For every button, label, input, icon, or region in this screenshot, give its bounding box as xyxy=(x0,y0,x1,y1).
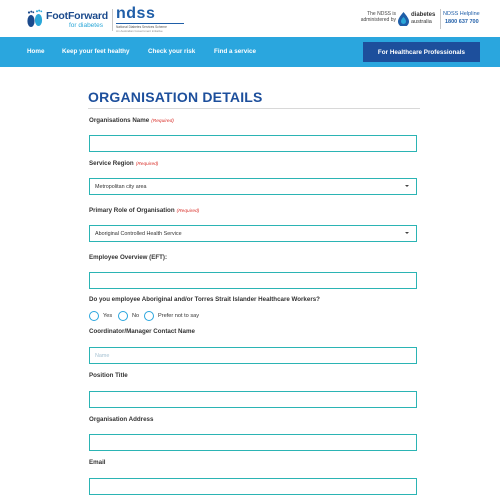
radio-yes-label[interactable]: Yes xyxy=(103,313,113,319)
healthcare-professionals-button[interactable]: For Healthcare Professionals xyxy=(363,42,480,62)
position-title-label: Position Title xyxy=(89,372,128,379)
feet-logo-icon xyxy=(25,8,45,30)
required-tag: (Required) xyxy=(135,162,159,167)
chevron-down-icon xyxy=(405,185,409,187)
contact-name-placeholder: Name xyxy=(95,353,110,359)
contact-name-input[interactable] xyxy=(89,347,417,364)
helpline-number[interactable]: 1800 637 700 xyxy=(445,19,479,25)
eft-input[interactable] xyxy=(89,272,417,289)
org-address-input[interactable] xyxy=(89,434,417,451)
ndss-logo[interactable] xyxy=(116,7,186,33)
diabetes-australia-logo[interactable] xyxy=(398,10,438,28)
ndss-initiative: An Australian Government initiative xyxy=(116,29,163,33)
diabetes-australia-line1: diabetes xyxy=(411,12,436,18)
required-tag: (Required) xyxy=(151,119,174,124)
required-tag: (Required) xyxy=(176,209,200,214)
contact-name-label: Coordinator/Manager Contact Name xyxy=(89,328,195,335)
position-title-input[interactable] xyxy=(89,391,417,408)
primary-role-value: Aboriginal Controlled Health Service xyxy=(95,230,182,237)
nav-item-check-risk[interactable]: Check your risk xyxy=(148,48,196,55)
nav-item-home[interactable]: Home xyxy=(27,48,45,55)
org-name-label: Organisations Name (Required) xyxy=(89,117,174,124)
diabetes-australia-line2: australia xyxy=(411,19,432,25)
radio-no[interactable] xyxy=(118,311,128,321)
radio-no-label[interactable]: No xyxy=(132,313,140,319)
ndss-name: ndss xyxy=(116,5,156,22)
primary-role-label: Primary Role of Organisation (Required) xyxy=(89,207,200,214)
service-region-value: Metropolitan city area xyxy=(95,183,147,190)
helpline-label: NDSS Helpline xyxy=(443,11,480,17)
service-region-select[interactable] xyxy=(89,178,417,195)
radio-yes[interactable] xyxy=(89,311,99,321)
page-title: ORGANISATION DETAILS xyxy=(88,89,263,105)
header-divider xyxy=(112,9,113,31)
diabetes-australia-mark-icon xyxy=(398,12,409,26)
footforward-subtitle: for diabetes xyxy=(69,22,103,29)
primary-role-select[interactable] xyxy=(89,225,417,242)
header-divider-right xyxy=(440,9,441,29)
org-name-input[interactable] xyxy=(89,135,417,152)
radio-prefer-not-label[interactable]: Prefer not to say xyxy=(158,313,200,319)
eft-label: Employee Overview (EFT): xyxy=(89,254,168,261)
footforward-name: FootForward xyxy=(46,10,108,22)
email-label: Email xyxy=(89,459,106,466)
site-header xyxy=(0,0,500,37)
org-address-label: Organisation Address xyxy=(89,416,154,423)
nav-item-find-service[interactable]: Find a service xyxy=(214,48,256,55)
atsi-workers-label: Do you employee Aboriginal and/or Torres Strait Islander Healthcare Workers? xyxy=(89,296,320,303)
chevron-down-icon xyxy=(405,232,409,234)
footforward-logo[interactable] xyxy=(25,8,110,32)
service-region-label: Service Region (Required) xyxy=(89,160,159,167)
radio-prefer-not[interactable] xyxy=(144,311,154,321)
admin-text: The NDSS is administered by xyxy=(360,11,396,23)
ndss-rule xyxy=(116,23,184,24)
email-input[interactable] xyxy=(89,478,417,495)
ndss-tagline: National Diabetes Services Scheme xyxy=(116,25,167,29)
nav-item-keep-feet-healthy[interactable]: Keep your feet healthy xyxy=(62,48,130,55)
title-divider xyxy=(88,108,420,109)
